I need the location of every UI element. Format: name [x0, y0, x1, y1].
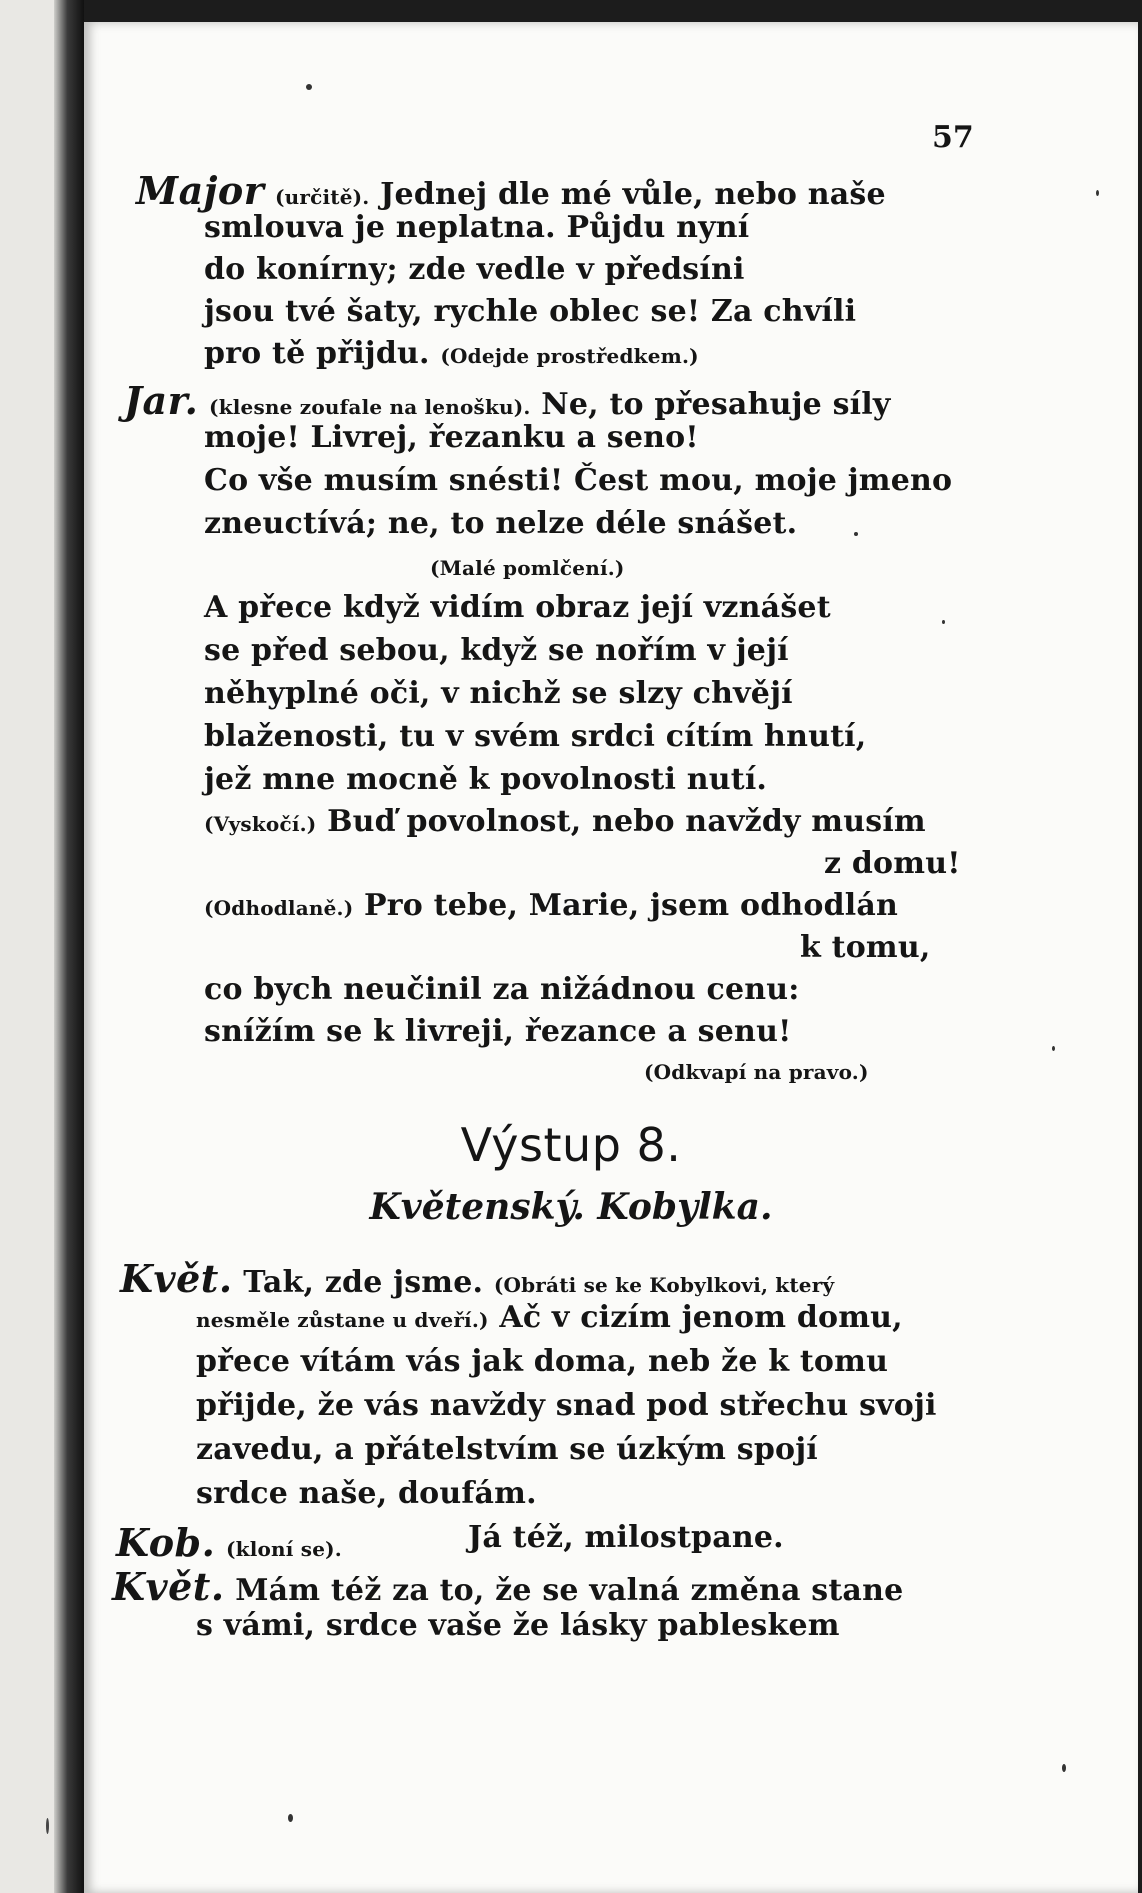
- dialogue-line: něhyplné oči, v nichž se slzy chvějí: [204, 676, 793, 711]
- dialogue-line: snížím se k livreji, řezance a senu!: [204, 1014, 792, 1049]
- scan-speck: [854, 532, 858, 536]
- line-text: Mám též za to, že se valná změna stane: [235, 1573, 904, 1608]
- dialogue-line: A přece když vidím obraz její vznášet: [204, 590, 831, 625]
- scan-speck: [288, 1814, 293, 1822]
- stage-direction: nesměle zůstane u dveří.): [196, 1308, 489, 1332]
- speaker-name: Kob.: [116, 1520, 216, 1565]
- scan-speck: [306, 84, 312, 90]
- dialogue-line: [116, 1520, 342, 1565]
- dialogue-line: [112, 1564, 903, 1609]
- dialogue-line: srdce naše, doufám.: [196, 1476, 537, 1511]
- speaker-name: Jar.: [124, 378, 199, 423]
- dialogue-line: blaženosti, tu v svém srdci cítím hnutí,: [204, 719, 867, 754]
- scan-speck: [1096, 190, 1099, 196]
- stage-direction: (klesne zoufale na lenošku).: [209, 395, 531, 419]
- speaker-name: Major: [136, 168, 265, 213]
- dialogue-line: z domu!: [824, 846, 961, 881]
- scan-speck: [1062, 1764, 1066, 1772]
- dialogue-line: [204, 336, 699, 371]
- stage-direction: (Vyskočí.): [204, 812, 317, 836]
- dialogue-line: k tomu,: [800, 930, 931, 965]
- page-number: 57: [932, 120, 974, 155]
- dialogue-line: co bych neučinil za nižádnou cenu:: [204, 972, 800, 1007]
- dialogue-line: moje! Livrej, řezanku a seno!: [204, 420, 699, 455]
- stage-direction: (určitě).: [274, 185, 370, 209]
- dialogue-line: zneuctívá; ne, to nelze déle snášet.: [204, 506, 798, 541]
- dialogue-line: [204, 888, 898, 923]
- scene-cast-list: Květenský. Kobylka.: [369, 1186, 773, 1228]
- scan-speck: [1052, 1046, 1055, 1051]
- stage-direction: (Malé pomlčení.): [430, 556, 625, 580]
- dialogue-line: zavedu, a přátelstvím se úzkým spojí: [196, 1432, 818, 1467]
- dialogue-line: přece vítám vás jak doma, neb že k tomu: [196, 1344, 889, 1379]
- line-text: Buď povolnost, nebo navždy musím: [327, 804, 926, 839]
- dialogue-line: [196, 1300, 903, 1335]
- dialogue-line: [120, 1256, 834, 1301]
- dialogue-line: smlouva je neplatna. Půjdu nyní: [204, 210, 750, 245]
- speaker-name: Květ.: [120, 1256, 233, 1301]
- previous-page-edge: [0, 0, 62, 1893]
- dialogue-line: do konírny; zde vedle v předsíni: [204, 252, 745, 287]
- scan-speck: [46, 1818, 49, 1834]
- dialogue-line: se před sebou, když se nořím v její: [204, 633, 789, 668]
- speaker-name: Květ.: [112, 1564, 225, 1609]
- dialogue-line: s vámi, srdce vaše že lásky pableskem: [196, 1608, 840, 1643]
- stage-direction: (Obráti se ke Kobylkovi, který: [493, 1273, 835, 1297]
- dialogue-line: jež mne mocně k povolnosti nutí.: [204, 762, 768, 797]
- line-text: Pro tebe, Marie, jsem odhodlán: [364, 888, 899, 923]
- dialogue-line: [124, 378, 891, 423]
- stage-direction: (Odkvapí na pravo.): [644, 1060, 869, 1084]
- line-text: Ač v cizím jenom domu,: [499, 1300, 903, 1335]
- line-text: Ne, to přesahuje síly: [541, 387, 891, 422]
- dialogue-line: [204, 804, 926, 839]
- stage-direction: (kloní se).: [226, 1537, 342, 1561]
- dialogue-line: Co vše musím snésti! Čest mou, moje jmeno: [204, 463, 953, 498]
- stage-direction: (Odhodlaně.): [204, 896, 354, 920]
- scan-speck: [942, 620, 945, 624]
- line-text: pro tě přijdu.: [204, 336, 430, 371]
- stage-direction: (Odejde prostředkem.): [440, 344, 699, 368]
- dialogue-line: jsou tvé šaty, rychle oblec se! Za chvíli: [204, 294, 857, 329]
- scene-heading: Výstup 8.: [460, 1118, 682, 1172]
- dialogue-line: [136, 168, 886, 213]
- line-text: Jednej dle mé vůle, nebo naše: [380, 177, 886, 212]
- dialogue-line: Já též, milostpane.: [468, 1520, 784, 1555]
- line-text: Tak, zde jsme.: [243, 1265, 484, 1300]
- book-gutter-shadow: [54, 0, 84, 1893]
- dialogue-line: přijde, že vás navždy snad pod střechu svoji: [196, 1388, 937, 1423]
